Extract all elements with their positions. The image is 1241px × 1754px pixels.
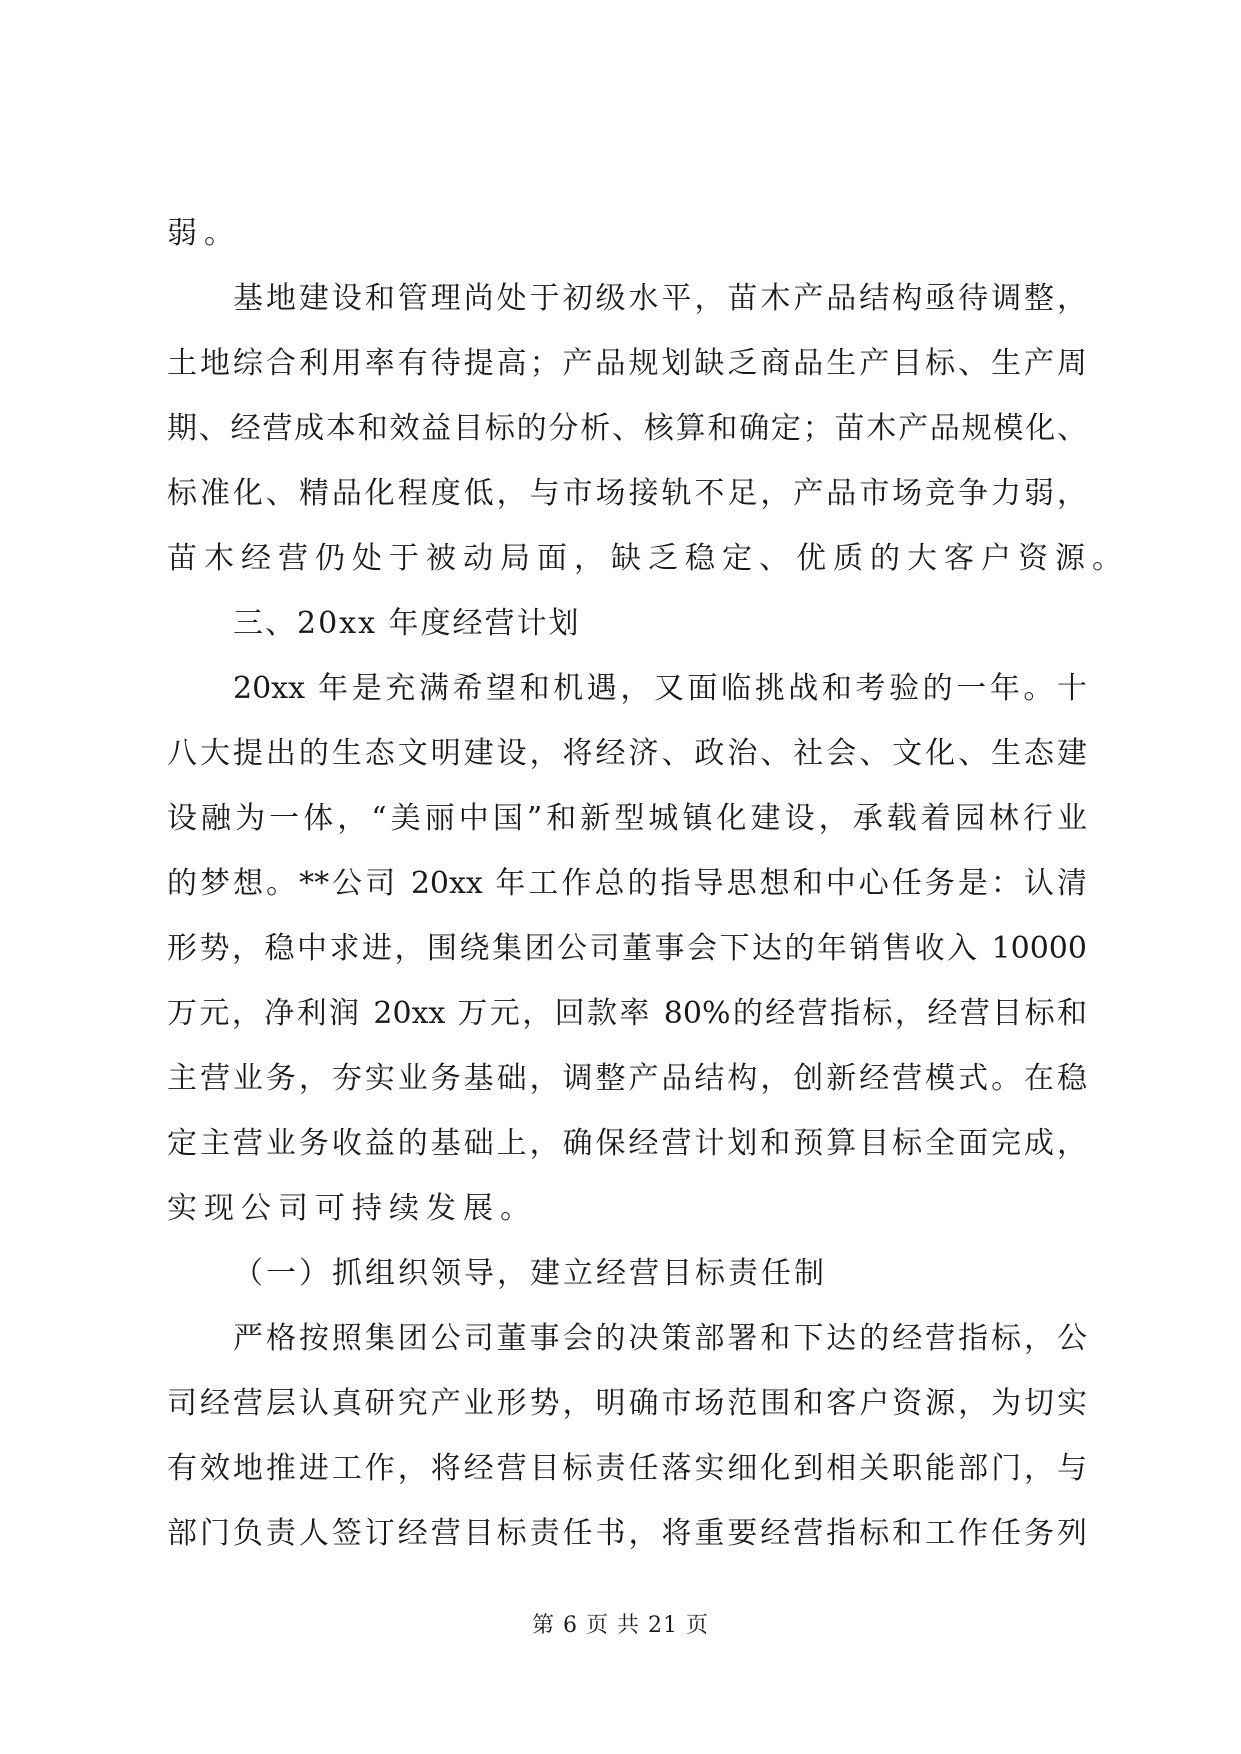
text-line: 苗木经营仍处于被动局面，缺乏稳定、优质的大客户资源。 — [167, 541, 1129, 576]
page-number-footer: 第 6 页 共 21 页 — [532, 1613, 709, 1638]
text-line: 土地综合利用率有待提高；产品规划缺乏商品生产目标、生产周 — [167, 346, 1087, 381]
text-line: 弱。 — [167, 216, 241, 251]
text-line: 八大提出的生态文明建设，将经济、政治、社会、文化、生态建 — [167, 736, 1087, 771]
text-line: 有效地推进工作，将经营目标责任落实细化到相关职能部门，与 — [167, 1451, 1087, 1486]
subsection-heading: （一）抓组织领导，建立经营目标责任制 — [233, 1256, 827, 1291]
paragraph-start-line: 严格按照集团公司董事会的决策部署和下达的经营指标，公 — [233, 1321, 1087, 1356]
text-line: 期、经营成本和效益目标的分析、核算和确定；苗木产品规模化、 — [167, 411, 1087, 446]
text-line: 主营业务，夯实业务基础，调整产品结构，创新经营模式。在稳 — [167, 1061, 1087, 1096]
text-line: 定主营业务收益的基础上，确保经营计划和预算目标全面完成， — [167, 1126, 1087, 1161]
text-line: 实现公司可持续发展。 — [167, 1191, 537, 1226]
paragraph-start-line: 基地建设和管理尚处于初级水平，苗木产品结构亟待调整， — [233, 281, 1087, 316]
document-body — [167, 201, 1129, 1566]
text-line: 标准化、精品化程度低，与市场接轨不足，产品市场竞争力弱， — [167, 476, 1087, 511]
text-line: 部门负责人签订经营目标责任书，将重要经营指标和工作任务列 — [167, 1516, 1087, 1551]
text-line: 设融为一体，“美丽中国”和新型城镇化建设，承载着园林行业 — [167, 801, 1087, 836]
text-line: 司经营层认真研究产业形势，明确市场范围和客户资源，为切实 — [167, 1386, 1087, 1421]
section-heading: 三、20xx 年度经营计划 — [233, 606, 581, 641]
text-line: 万元，净利润 20xx 万元，回款率 80%的经营指标，经营目标和 — [167, 996, 1087, 1031]
paragraph-start-line: 20xx 年是充满希望和机遇，又面临挑战和考验的一年。十 — [233, 671, 1087, 706]
text-line: 形势，稳中求进，围绕集团公司董事会下达的年销售收入 10000 — [167, 931, 1087, 966]
text-line: 的梦想。**公司 20xx 年工作总的指导思想和中心任务是：认清 — [167, 866, 1087, 901]
